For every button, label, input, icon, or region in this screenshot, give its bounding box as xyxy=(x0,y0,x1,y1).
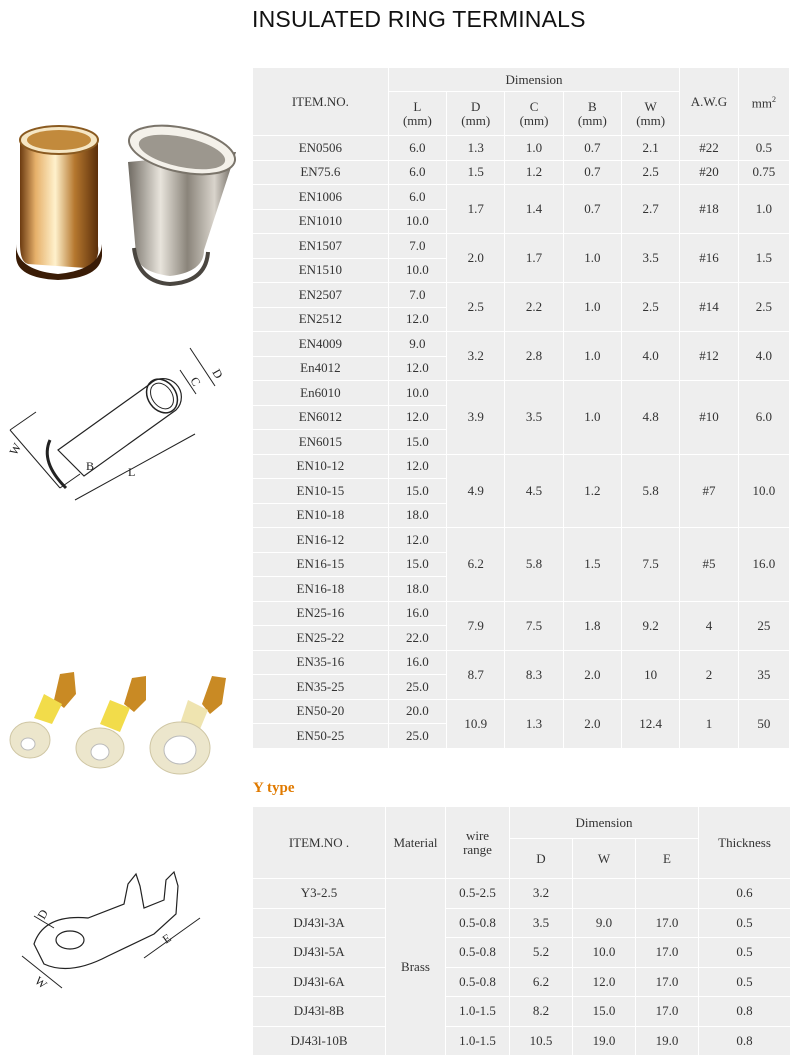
y-header-thickness: Thickness xyxy=(699,807,791,879)
l-cell: 12.0 xyxy=(388,454,446,479)
c-cell: 4.5 xyxy=(505,454,563,528)
y-w-cell: 12.0 xyxy=(573,967,636,997)
y-table-row xyxy=(253,908,791,938)
item-no-cell: EN1507 xyxy=(253,234,389,259)
table-row xyxy=(253,528,790,553)
c-cell: 2.2 xyxy=(505,283,563,332)
l-cell: 15.0 xyxy=(388,552,446,577)
y-table-row xyxy=(253,1026,791,1056)
tube-label-b: B xyxy=(86,459,95,473)
b-cell: 2.0 xyxy=(563,650,621,699)
item-no-cell: EN16-18 xyxy=(253,577,389,602)
y-e-cell: 17.0 xyxy=(636,997,699,1027)
table-row xyxy=(253,332,790,357)
y-d-cell: 8.2 xyxy=(510,997,573,1027)
table-row xyxy=(253,454,790,479)
d-cell: 1.3 xyxy=(447,136,505,161)
mm2-cell: 0.5 xyxy=(738,136,789,161)
tube-label-d: D xyxy=(209,366,226,382)
awg-cell: 4 xyxy=(680,601,738,650)
y-header-w: W xyxy=(573,839,636,879)
table-row xyxy=(253,650,790,675)
c-cell: 1.7 xyxy=(505,234,563,283)
item-no-cell: EN35-25 xyxy=(253,675,389,700)
item-no-cell: EN1010 xyxy=(253,209,389,234)
y-wire-range-cell: 0.5-0.8 xyxy=(446,938,510,968)
awg-cell: #14 xyxy=(680,283,738,332)
y-d-cell: 5.2 xyxy=(510,938,573,968)
l-cell: 10.0 xyxy=(388,258,446,283)
y-wire-range-cell: 0.5-0.8 xyxy=(446,908,510,938)
item-no-cell: EN4009 xyxy=(253,332,389,357)
item-no-cell: En4012 xyxy=(253,356,389,381)
d-cell: 6.2 xyxy=(447,528,505,602)
l-cell: 16.0 xyxy=(388,601,446,626)
item-no-cell: EN2507 xyxy=(253,283,389,308)
y-item-no-cell: DJ43l-10B xyxy=(253,1026,386,1056)
awg-cell: #12 xyxy=(680,332,738,381)
c-cell: 1.3 xyxy=(505,699,563,748)
table-row xyxy=(253,136,790,161)
item-no-cell: EN2512 xyxy=(253,307,389,332)
b-cell: 1.0 xyxy=(563,234,621,283)
awg-cell: #5 xyxy=(680,528,738,602)
d-cell: 3.2 xyxy=(447,332,505,381)
y-thickness-cell: 0.5 xyxy=(699,908,791,938)
tube-label-c: C xyxy=(187,374,204,389)
l-cell: 12.0 xyxy=(388,405,446,430)
item-no-cell: EN25-22 xyxy=(253,626,389,651)
b-cell: 1.2 xyxy=(563,454,621,528)
header-item-no: ITEM.NO. xyxy=(253,68,389,136)
y-d-cell: 10.5 xyxy=(510,1026,573,1056)
y-item-no-cell: DJ43l-6A xyxy=(253,967,386,997)
y-e-cell: 17.0 xyxy=(636,967,699,997)
y-w-cell: 19.0 xyxy=(573,1026,636,1056)
l-cell: 6.0 xyxy=(388,185,446,210)
b-cell: 1.8 xyxy=(563,601,621,650)
table-row xyxy=(253,234,790,259)
l-cell: 12.0 xyxy=(388,356,446,381)
mm2-cell: 50 xyxy=(738,699,789,748)
y-thickness-cell: 0.8 xyxy=(699,997,791,1027)
y-header-wire-range: wire range xyxy=(446,807,510,879)
item-no-cell: EN10-18 xyxy=(253,503,389,528)
l-cell: 10.0 xyxy=(388,209,446,234)
y-e-cell: 17.0 xyxy=(636,908,699,938)
item-no-cell: EN10-15 xyxy=(253,479,389,504)
illustrations xyxy=(0,0,250,1064)
y-header-e: E xyxy=(636,839,699,879)
l-cell: 7.0 xyxy=(388,283,446,308)
item-no-cell: EN1510 xyxy=(253,258,389,283)
b-cell: 0.7 xyxy=(563,160,621,185)
table-row xyxy=(253,283,790,308)
c-cell: 7.5 xyxy=(505,601,563,650)
y-label-e: E xyxy=(159,930,174,947)
l-cell: 6.0 xyxy=(388,136,446,161)
mm2-cell: 6.0 xyxy=(738,381,789,455)
c-cell: 3.5 xyxy=(505,381,563,455)
c-cell: 2.8 xyxy=(505,332,563,381)
y-wire-range-cell: 0.5-0.8 xyxy=(446,967,510,997)
awg-cell: #22 xyxy=(680,136,738,161)
y-label-d: D xyxy=(34,906,51,922)
header-col-c: C (mm) xyxy=(505,92,563,136)
y-d-cell: 3.5 xyxy=(510,908,573,938)
y-header-material: Material xyxy=(386,807,446,879)
y-thickness-cell: 0.5 xyxy=(699,938,791,968)
b-cell: 0.7 xyxy=(563,136,621,161)
b-cell: 0.7 xyxy=(563,185,621,234)
y-type-dimension-diagram xyxy=(4,864,244,994)
y-header-d: D xyxy=(510,839,573,879)
item-no-cell: EN0506 xyxy=(253,136,389,161)
y-table-row xyxy=(253,997,791,1027)
item-no-cell: EN16-12 xyxy=(253,528,389,553)
y-w-cell xyxy=(573,879,636,909)
mm2-cell: 2.5 xyxy=(738,283,789,332)
c-cell: 1.0 xyxy=(505,136,563,161)
awg-cell: #16 xyxy=(680,234,738,283)
y-header-dimension: Dimension xyxy=(510,807,699,839)
header-mm2: $mm^2$ xyxy=(738,68,789,136)
l-cell: 25.0 xyxy=(388,675,446,700)
header-col-w: W (mm) xyxy=(622,92,680,136)
d-cell: 1.5 xyxy=(447,160,505,185)
c-cell: 5.8 xyxy=(505,528,563,602)
awg-cell: #18 xyxy=(680,185,738,234)
mm2-cell: 4.0 xyxy=(738,332,789,381)
header-dimension: Dimension xyxy=(388,68,680,92)
item-no-cell: EN75.6 xyxy=(253,160,389,185)
l-cell: 20.0 xyxy=(388,699,446,724)
d-cell: 4.9 xyxy=(447,454,505,528)
item-no-cell: EN35-16 xyxy=(253,650,389,675)
y-wire-range-cell: 0.5-2.5 xyxy=(446,879,510,909)
mm2-cell: 35 xyxy=(738,650,789,699)
b-cell: 1.0 xyxy=(563,283,621,332)
item-no-cell: EN25-16 xyxy=(253,601,389,626)
d-cell: 3.9 xyxy=(447,381,505,455)
y-thickness-cell: 0.8 xyxy=(699,1026,791,1056)
header-col-b: B (mm) xyxy=(563,92,621,136)
tube-label-w: W xyxy=(6,440,25,458)
y-wire-range-cell: 1.0-1.5 xyxy=(446,1026,510,1056)
c-cell: 1.2 xyxy=(505,160,563,185)
y-item-no-cell: Y3-2.5 xyxy=(253,879,386,909)
l-cell: 6.0 xyxy=(388,160,446,185)
item-no-cell: EN1006 xyxy=(253,185,389,210)
header-awg: A.W.G xyxy=(680,68,738,136)
c-cell: 1.4 xyxy=(505,185,563,234)
ferrule-spec-table xyxy=(252,67,790,749)
y-e-cell: 17.0 xyxy=(636,938,699,968)
d-cell: 7.9 xyxy=(447,601,505,650)
b-cell: 1.5 xyxy=(563,528,621,602)
y-table-row xyxy=(253,938,791,968)
d-cell: 2.5 xyxy=(447,283,505,332)
table-row xyxy=(253,601,790,626)
awg-cell: #20 xyxy=(680,160,738,185)
item-no-cell: EN6015 xyxy=(253,430,389,455)
w-cell: 10 xyxy=(622,650,680,699)
w-cell: 12.4 xyxy=(622,699,680,748)
w-cell: 3.5 xyxy=(622,234,680,283)
item-no-cell: En6010 xyxy=(253,381,389,406)
d-cell: 2.0 xyxy=(447,234,505,283)
w-cell: 4.0 xyxy=(622,332,680,381)
mm2-cell: 1.5 xyxy=(738,234,789,283)
l-cell: 22.0 xyxy=(388,626,446,651)
awg-cell: 2 xyxy=(680,650,738,699)
y-type-spec-table xyxy=(252,806,791,1056)
w-cell: 2.7 xyxy=(622,185,680,234)
y-e-cell: 19.0 xyxy=(636,1026,699,1056)
l-cell: 25.0 xyxy=(388,724,446,749)
l-cell: 9.0 xyxy=(388,332,446,357)
table-row xyxy=(253,381,790,406)
mm2-cell: 10.0 xyxy=(738,454,789,528)
d-cell: 8.7 xyxy=(447,650,505,699)
y-item-no-cell: DJ43l-5A xyxy=(253,938,386,968)
table-row xyxy=(253,160,790,185)
l-cell: 12.0 xyxy=(388,307,446,332)
mm2-cell: 0.75 xyxy=(738,160,789,185)
l-cell: 16.0 xyxy=(388,650,446,675)
y-wire-range-cell: 1.0-1.5 xyxy=(446,997,510,1027)
w-cell: 5.8 xyxy=(622,454,680,528)
w-cell: 9.2 xyxy=(622,601,680,650)
w-cell: 4.8 xyxy=(622,381,680,455)
y-type-heading: Y type xyxy=(253,780,295,796)
item-no-cell: EN6012 xyxy=(253,405,389,430)
l-cell: 12.0 xyxy=(388,528,446,553)
mm2-cell: 1.0 xyxy=(738,185,789,234)
header-col-d: D (mm) xyxy=(447,92,505,136)
y-header-item-no: ITEM.NO . xyxy=(253,807,386,879)
w-cell: 2.5 xyxy=(622,283,680,332)
y-e-cell xyxy=(636,879,699,909)
y-d-cell: 3.2 xyxy=(510,879,573,909)
y-w-cell: 10.0 xyxy=(573,938,636,968)
item-no-cell: EN50-20 xyxy=(253,699,389,724)
item-no-cell: EN50-25 xyxy=(253,724,389,749)
y-w-cell: 9.0 xyxy=(573,908,636,938)
b-cell: 1.0 xyxy=(563,332,621,381)
l-cell: 15.0 xyxy=(388,479,446,504)
y-w-cell: 15.0 xyxy=(573,997,636,1027)
c-cell: 8.3 xyxy=(505,650,563,699)
b-cell: 2.0 xyxy=(563,699,621,748)
awg-cell: #10 xyxy=(680,381,738,455)
table-row xyxy=(253,185,790,210)
header-col-l: L (mm) xyxy=(388,92,446,136)
y-thickness-cell: 0.6 xyxy=(699,879,791,909)
y-table-row xyxy=(253,879,791,909)
y-thickness-cell: 0.5 xyxy=(699,967,791,997)
table-row xyxy=(253,699,790,724)
w-cell: 2.5 xyxy=(622,160,680,185)
y-item-no-cell: DJ43l-3A xyxy=(253,908,386,938)
l-cell: 15.0 xyxy=(388,430,446,455)
y-item-no-cell: DJ43l-8B xyxy=(253,997,386,1027)
y-table-row xyxy=(253,967,791,997)
ferrule-dimension-diagram xyxy=(0,338,240,508)
y-d-cell: 6.2 xyxy=(510,967,573,997)
y-material-cell: Brass xyxy=(386,879,446,1056)
item-no-cell: EN16-15 xyxy=(253,552,389,577)
w-cell: 7.5 xyxy=(622,528,680,602)
mm2-cell: 25 xyxy=(738,601,789,650)
w-cell: 2.1 xyxy=(622,136,680,161)
page-title: INSULATED RING TERMINALS xyxy=(252,6,586,32)
item-no-cell: EN10-12 xyxy=(253,454,389,479)
d-cell: 1.7 xyxy=(447,185,505,234)
l-cell: 7.0 xyxy=(388,234,446,259)
ring-terminal-photo xyxy=(4,664,244,784)
tube-label-l: L xyxy=(128,465,136,479)
y-label-w: W xyxy=(32,973,50,992)
l-cell: 10.0 xyxy=(388,381,446,406)
mm2-cell: 16.0 xyxy=(738,528,789,602)
awg-cell: 1 xyxy=(680,699,738,748)
l-cell: 18.0 xyxy=(388,577,446,602)
d-cell: 10.9 xyxy=(447,699,505,748)
b-cell: 1.0 xyxy=(563,381,621,455)
ferrule-photo xyxy=(8,112,244,292)
awg-cell: #7 xyxy=(680,454,738,528)
l-cell: 18.0 xyxy=(388,503,446,528)
